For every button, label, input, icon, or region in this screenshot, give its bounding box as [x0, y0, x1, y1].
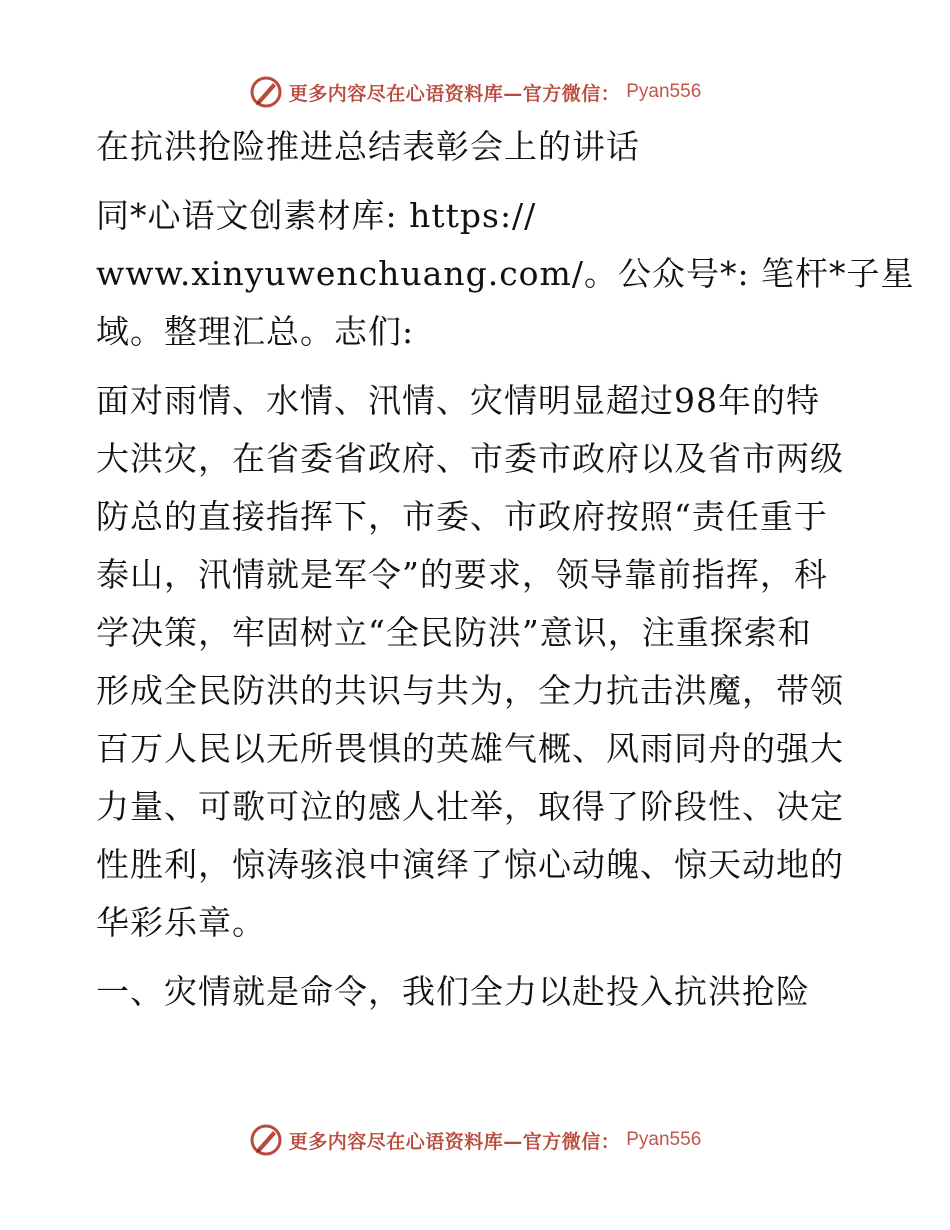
paragraph-line: 泰山，汛情就是军令”的要求，领导靠前指挥，科 — [96, 555, 828, 594]
watermark-text: 更多内容尽在心语资料库—官方微信： — [288, 82, 621, 105]
intro-line: www.xinyuwenchuang.com/。公众号*: 笔杆*子星 — [96, 254, 915, 293]
paragraph-line: 百万人民以无所畏惧的英雄气概、风雨同舟的强大 — [96, 729, 844, 768]
watermark-handle: Pyan556 — [626, 1129, 702, 1150]
paragraph-line: 华彩乐章。 — [96, 903, 266, 942]
document-title: 在抗洪抢险推进总结表彰会上的讲话 — [96, 127, 640, 166]
paragraph-line: 学决策，牢固树立“全民防洪”意识，注重探索和 — [96, 613, 812, 652]
pen-logo-icon — [249, 1123, 283, 1157]
watermark-handle: Pyan556 — [626, 81, 702, 102]
intro-line: 域。整理汇总。志们: — [96, 312, 415, 351]
paragraph-line: 面对雨情、水情、汛情、灾情明显超过98年的特 — [96, 381, 820, 420]
section-heading: 一、灾情就是命令，我们全力以赴投入抗洪抢险 — [96, 972, 810, 1011]
watermark-footer — [0, 1120, 950, 1160]
paragraph-line: 大洪灾，在省委省政府、市委市政府以及省市两级 — [96, 439, 844, 478]
paragraph-line: 防总的直接指挥下，市委、市政府按照“责任重于 — [96, 497, 828, 536]
paragraph-line: 力量、可歌可泣的感人壮举，取得了阶段性、决定 — [96, 787, 844, 826]
pen-logo-icon — [249, 75, 283, 109]
watermark-text: 更多内容尽在心语资料库—官方微信： — [288, 1130, 621, 1153]
intro-line: 同*心语文创素材库: https:// — [96, 196, 537, 235]
document-body — [96, 118, 915, 1021]
paragraph-line: 形成全民防洪的共识与共为，全力抗击洪魔，带领 — [96, 671, 844, 710]
paragraph-line: 性胜利，惊涛骇浪中演绎了惊心动魄、惊天动地的 — [96, 845, 844, 884]
watermark-header — [0, 72, 950, 112]
